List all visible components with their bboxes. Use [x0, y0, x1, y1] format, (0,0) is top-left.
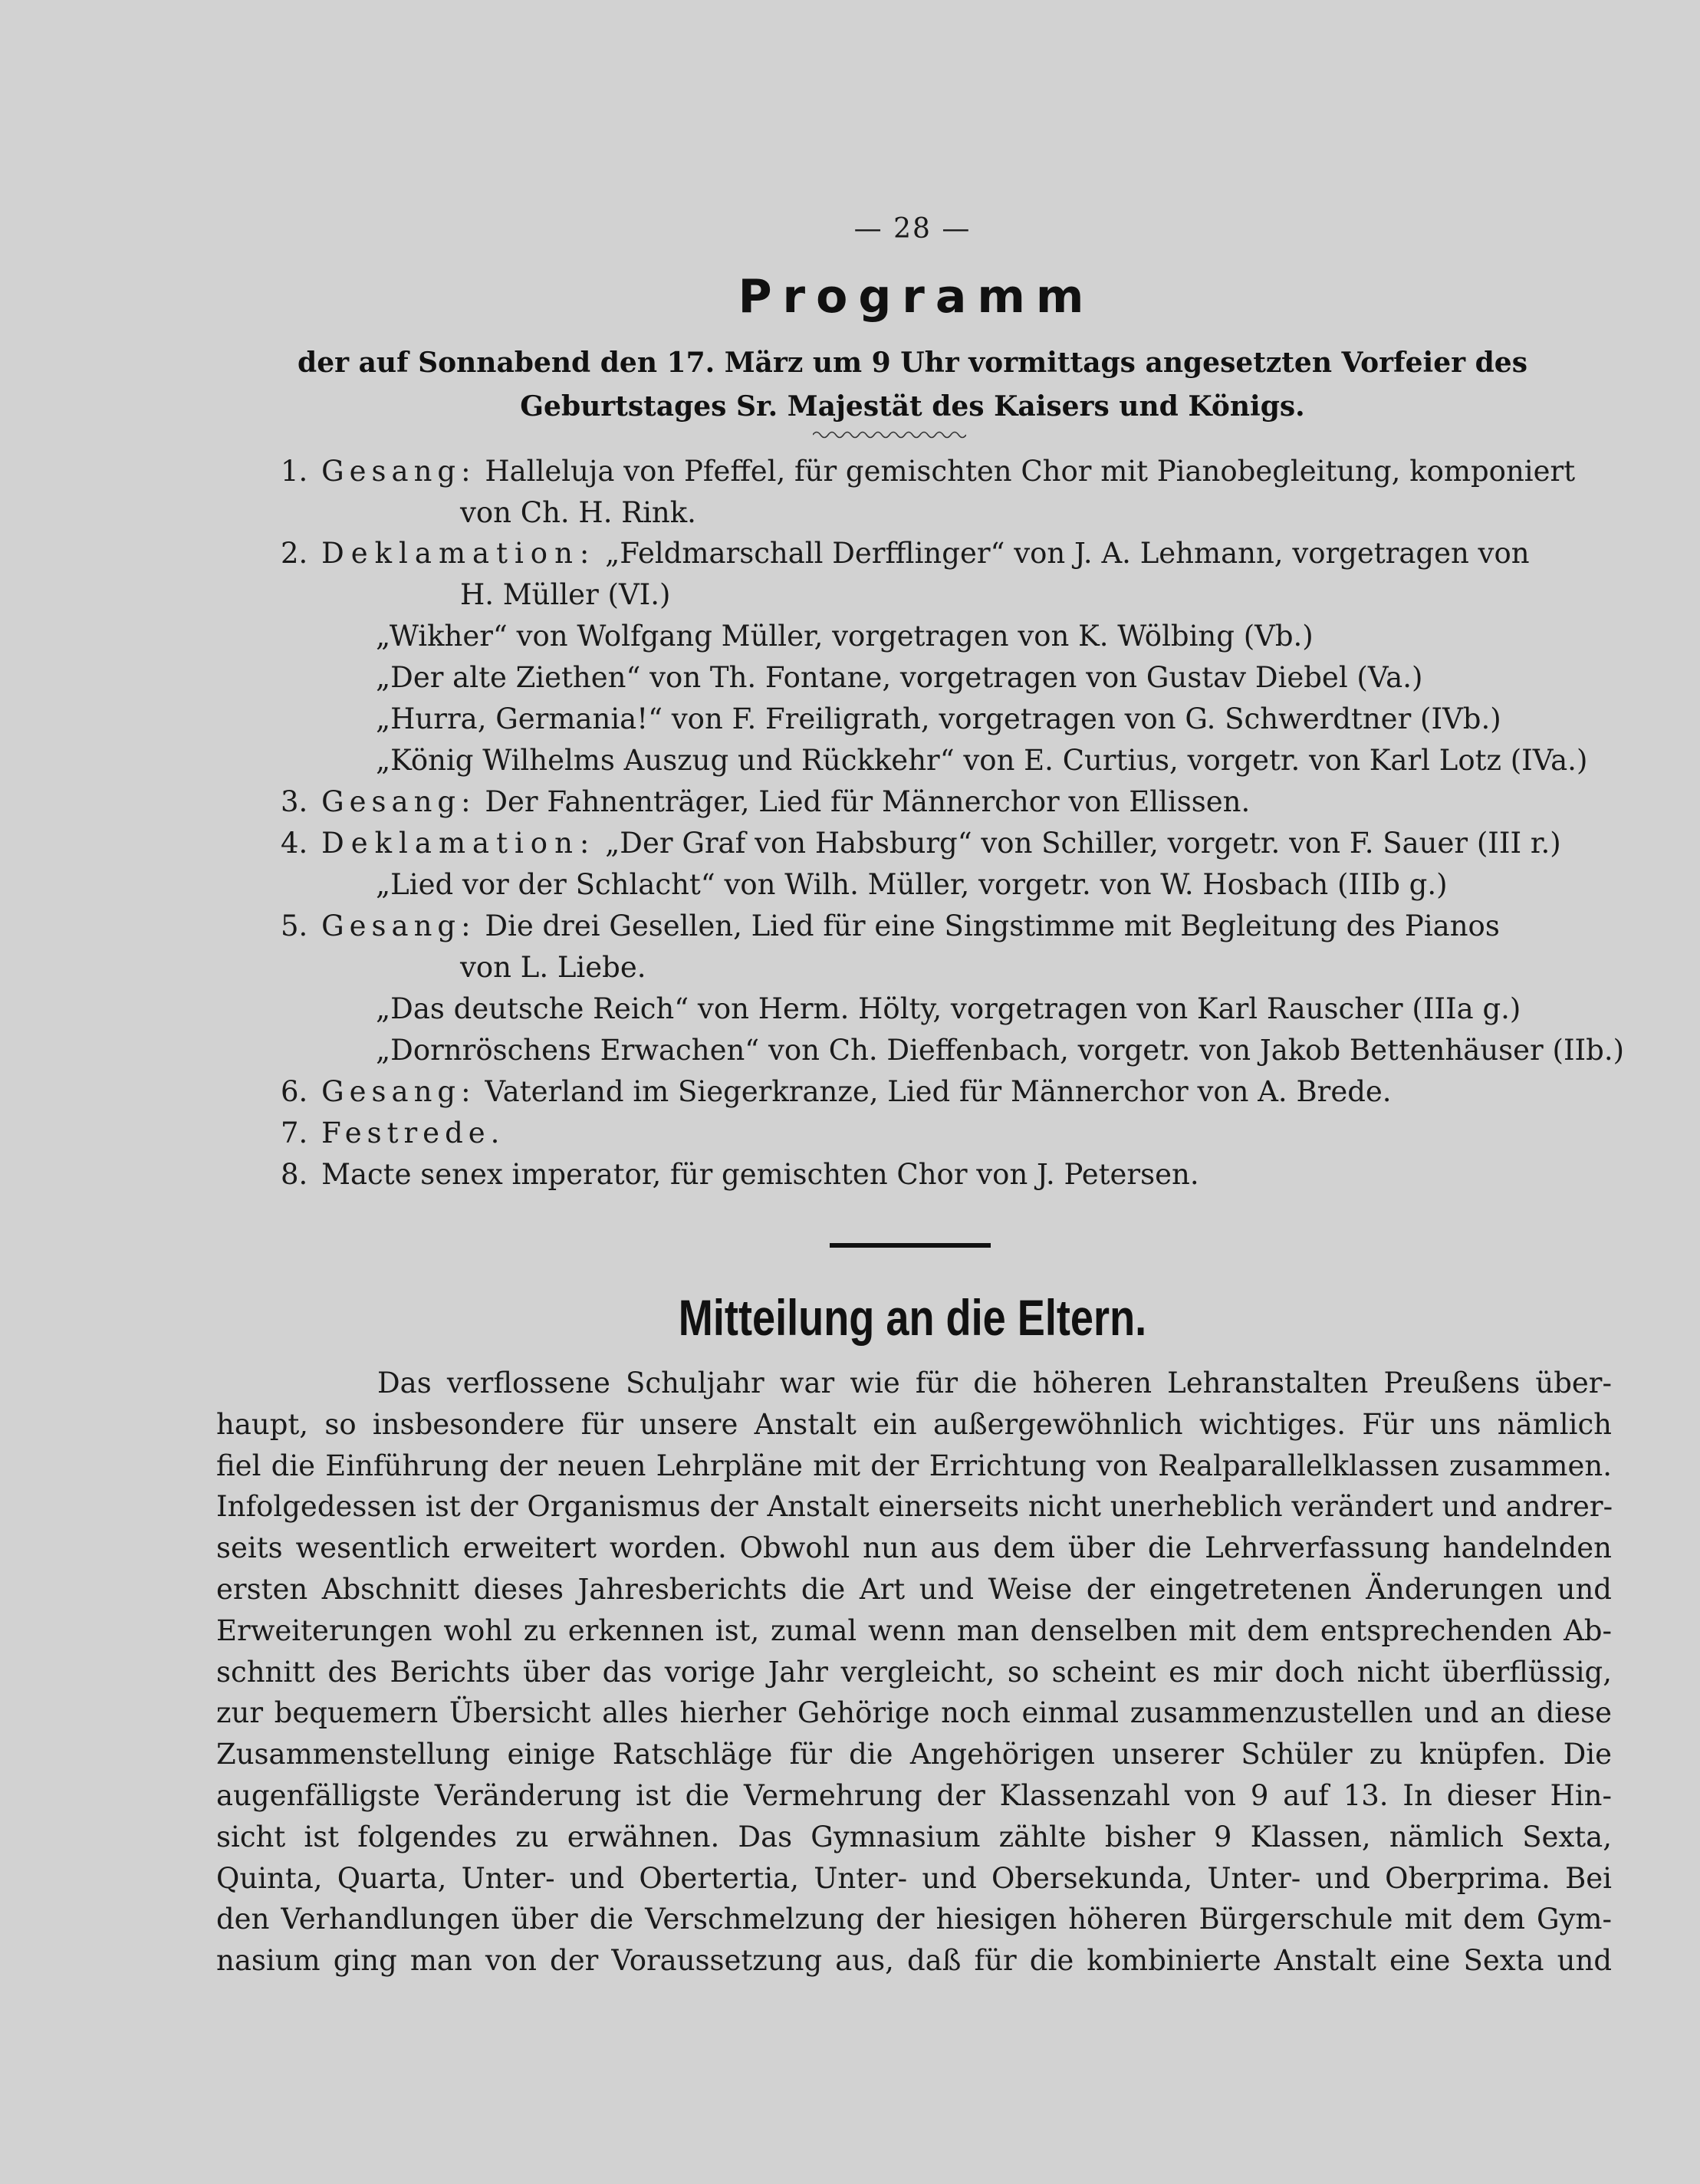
program-subtitle-line-2: Geburtstages Sr. Majestät des Kaisers und Königs. [520, 390, 1305, 423]
program-recitation: „Lied vor der Schlacht“ von Wilh. Müller, vorgetr. von W. Hosbach (IIIb g.) [376, 868, 1448, 901]
item-text: Macte senex imperator, für gemischten Chor von J. Petersen. [321, 1158, 1199, 1191]
item-number: 2. [281, 537, 308, 570]
item-number: 4. [281, 827, 308, 860]
program-item-5-cont: von L. Liebe. [460, 951, 646, 984]
program-item-6 [281, 1075, 1392, 1108]
program-recitation: „Hurra, Germania!“ von F. Freiligrath, vorgetragen von G. Schwerdtner (IVb.) [376, 702, 1501, 735]
notice-heading: Mitteilung an die Eltern. [678, 1289, 1147, 1346]
item-text: „Feldmarschall Derfflinger“ von J. A. Lehmann, vorgetragen von [596, 537, 1530, 570]
program-recitation: „Der alte Ziethen“ von Th. Fontane, vorgetragen von Gustav Diebel (Va.) [376, 661, 1423, 694]
item-text: Halleluja von Pfeffel, für gemischten Chor mit Pianobegleitung, komponiert [475, 455, 1576, 488]
program-item-5 [281, 909, 1500, 942]
paragraph-line: Das verflossene Schuljahr war wie für die höheren Lehranstalten Preußens über- [377, 1367, 1612, 1400]
paragraph-line: den Verhandlungen über die Verschmelzung der hiesigen höheren Bürgerschule mit dem Gym- [216, 1903, 1612, 1936]
program-item-3 [281, 785, 1250, 818]
paragraph-line: haupt, so insbesondere für unsere Anstalt ein außergewöhnlich wichtiges. Für uns nämlich [216, 1407, 1612, 1441]
paragraph-line: zur bequemern Übersicht alles hierher Gehörige noch einmal zusammenzustellen und an diese [216, 1696, 1612, 1730]
item-kind: Festrede. [321, 1117, 505, 1150]
item-number: 1. [281, 455, 308, 488]
paragraph-line: fiel die Einführung der neuen Lehrpläne mit der Errichtung von Realparallelklassen zusammen. [216, 1449, 1612, 1482]
paragraph-line: Zusammenstellung einige Ratschläge für die Angehörigen unserer Schüler zu knüpfen. Die [216, 1738, 1612, 1771]
page-number: — 28 — [853, 213, 972, 245]
item-number: 3. [281, 785, 308, 818]
item-kind: Gesang: [321, 909, 476, 942]
program-item-2 [281, 537, 1530, 570]
paragraph-line: Quinta, Quarta, Unter- und Obertertia, Unter- und Obersekunda, Unter- und Oberprima. Bei [216, 1861, 1612, 1895]
program-recitation: „Dornröschens Erwachen“ von Ch. Dieffenbach, vorgetr. von Jakob Bettenhäuser (IIb.) [376, 1034, 1625, 1067]
item-text: „Der Graf von Habsburg“ von Schiller, vorgetr. von F. Sauer (III r.) [596, 827, 1561, 860]
item-kind: Gesang: [321, 455, 476, 488]
paragraph-line: Erweiterungen wohl zu erkennen ist, zumal wenn man denselben mit dem entsprechenden Ab- [216, 1613, 1612, 1647]
item-kind: Gesang: [321, 785, 476, 818]
paragraph-line: schnitt des Berichts über das vorige Jahr vergleicht, so scheint es mir doch nicht überflüssig, [216, 1655, 1612, 1689]
wavy-ornament [813, 429, 966, 440]
paragraph-line: seits wesentlich erweitert worden. Obwohl nun aus dem über die Lehrverfassung handelnden [216, 1531, 1612, 1565]
paragraph-line: ersten Abschnitt dieses Jahresberichts die Art und Weise der eingetretenen Änderungen und [216, 1572, 1612, 1606]
notice-paragraph [216, 1363, 1612, 1982]
item-kind: Deklamation: [321, 827, 597, 860]
program-subtitle [261, 341, 1564, 429]
paragraph-line: augenfälligste Veränderung ist die Vermehrung der Klassenzahl von 9 auf 13. In dieser Hin- [216, 1778, 1612, 1812]
item-number: 7. [281, 1117, 308, 1150]
program-subtitle-line-1: der auf Sonnabend den 17. März um 9 Uhr vormittags angesetzten Vorfeier des [298, 347, 1527, 379]
paragraph-line: nasium ging man von der Voraussetzung aus, daß für die kombinierte Anstalt eine Sexta und [216, 1944, 1612, 1978]
program-item-8 [281, 1158, 1199, 1191]
program-item-2-cont: H. Müller (VI.) [460, 578, 671, 611]
program-item-1 [281, 455, 1575, 488]
item-number: 6. [281, 1075, 308, 1108]
program-title: Programm [738, 270, 1095, 324]
item-kind: Deklamation: [321, 537, 597, 570]
program-item-7 [281, 1117, 505, 1150]
item-text: Der Fahnenträger, Lied für Männerchor von Ellissen. [475, 785, 1251, 818]
item-number: 8. [281, 1158, 308, 1191]
item-number: 5. [281, 909, 308, 942]
paragraph-line: Infolgedessen ist der Organismus der Anstalt einerseits nicht unerheblich verändert und andrer- [216, 1490, 1613, 1524]
program-recitation: „Wikher“ von Wolfgang Müller, vorgetragen von K. Wölbing (Vb.) [376, 620, 1314, 653]
paragraph-line: sicht ist folgendes zu erwähnen. Das Gymnasium zählte bisher 9 Klassen, nämlich Sexta, [216, 1820, 1612, 1853]
item-text: Die drei Gesellen, Lied für eine Singstimme mit Begleitung des Pianos [475, 909, 1500, 942]
section-divider [830, 1243, 991, 1248]
program-recitation: „Das deutsche Reich“ von Herm. Hölty, vorgetragen von Karl Rauscher (IIIa g.) [376, 992, 1521, 1025]
program-item-4 [281, 827, 1561, 860]
program-recitation: „König Wilhelms Auszug und Rückkehr“ von E. Curtius, vorgetr. von Karl Lotz (IVa.) [376, 744, 1588, 777]
item-text: Vaterland im Siegerkranze, Lied für Männerchor von A. Brede. [475, 1075, 1392, 1108]
item-kind: Gesang: [321, 1075, 476, 1108]
program-item-1-cont: von Ch. H. Rink. [460, 496, 696, 529]
